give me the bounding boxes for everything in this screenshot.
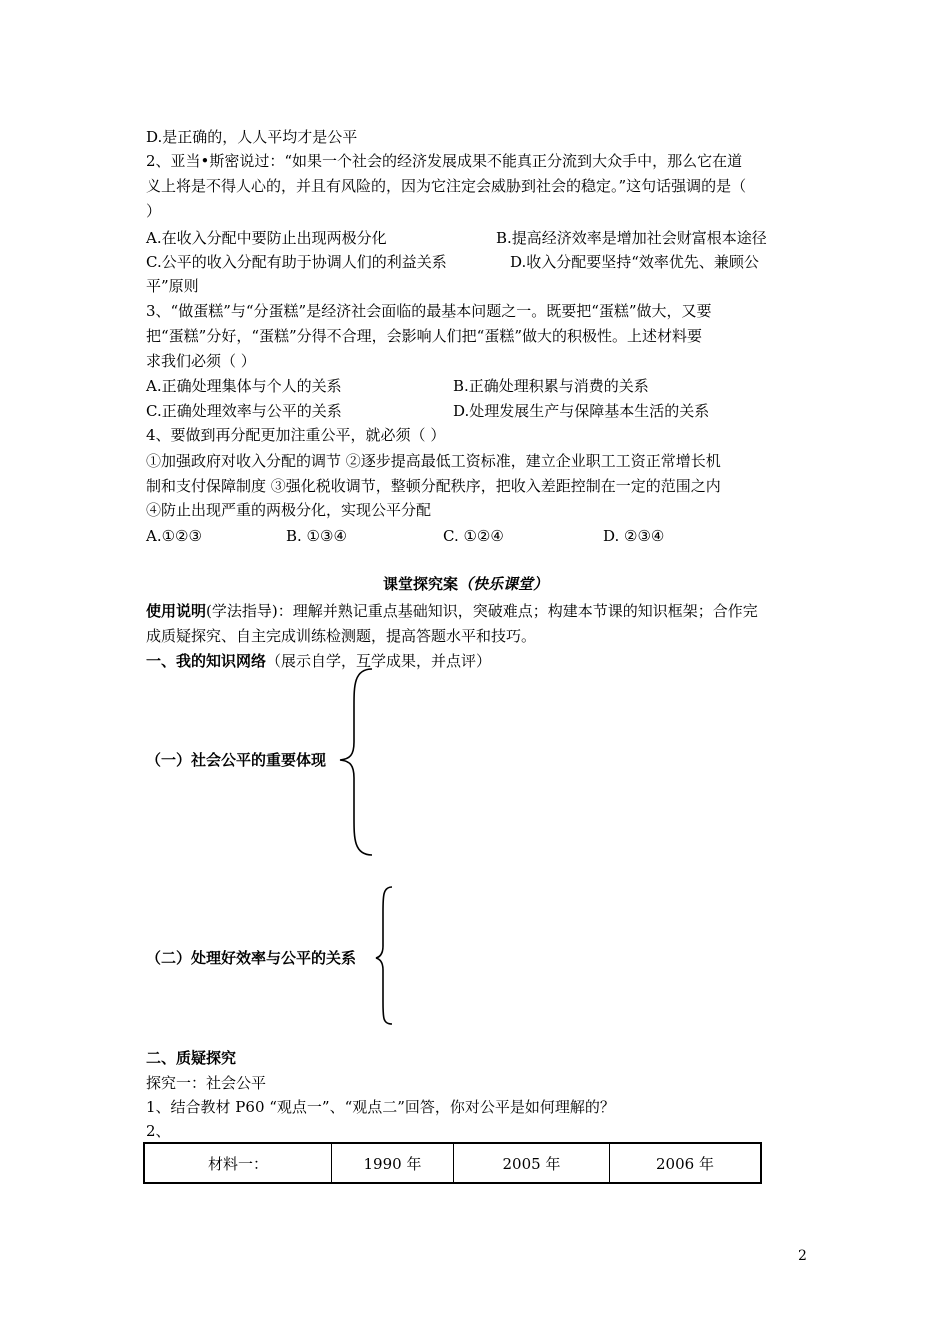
q2-option-d-line2: 平”原则 xyxy=(146,277,199,295)
q3-option-c: C.正确处理效率与公平的关系 xyxy=(146,402,342,420)
q4-items-line3: ④防止出现严重的两极分化，实现公平分配 xyxy=(146,501,432,519)
q2-option-d-line1: D.收入分配要坚持“效率优先、兼顾公 xyxy=(510,253,759,271)
q2-option-b: B.提高经济效率是增加社会财富根本途径 xyxy=(496,229,767,247)
q3-option-b: B.正确处理积累与消费的关系 xyxy=(453,377,649,395)
section-title-main: 课堂探究案 xyxy=(383,575,459,593)
q4-option-a: A.①②③ xyxy=(146,527,202,545)
table-header-cell: 材料一： xyxy=(144,1143,332,1183)
q2-stem-line1: 2、亚当•斯密说过：“如果一个社会的经济发展成果不能真正分流到大众手中，那么它在道 xyxy=(146,152,743,170)
part1-note: （展示自学，互学成果，并点评） xyxy=(266,652,492,670)
part2-title: 二、质疑探究 xyxy=(146,1049,237,1067)
q3-option-a: A.正确处理集体与个人的关系 xyxy=(146,377,342,395)
usage-label: 使用说明 xyxy=(146,602,207,620)
inquiry-1-title: 探究一：社会公平 xyxy=(146,1074,267,1092)
q4-items-line2: 制和支付保障制度 ③强化税收调节，整顿分配秩序，把收入差距控制在一定的范围之内 xyxy=(146,477,721,495)
q4-option-b: B. ①③④ xyxy=(286,527,347,545)
part1-title: 一、我的知识网络 xyxy=(146,652,267,670)
q2-stem-line2: 义上将是不得人心的，并且有风险的，因为它注定会威胁到社会的稳定。”这句话强调的是（ xyxy=(146,177,747,195)
table-row xyxy=(144,1143,761,1183)
q4-option-c: C. ①②④ xyxy=(443,527,504,545)
q3-stem-line3: 求我们必须（ ） xyxy=(146,352,256,370)
q2-option-c: C.公平的收入分配有助于协调人们的利益关系 xyxy=(146,253,447,271)
table-header-cell: 2006 年 xyxy=(610,1143,762,1183)
material-table xyxy=(143,1142,762,1184)
q1-option-d: D.是正确的，人人平均才是公平 xyxy=(146,128,358,146)
q2-option-a: A.在收入分配中要防止出现两极分化 xyxy=(146,229,387,247)
usage-line1 xyxy=(146,601,758,621)
usage-text-1: (学法指导)：理解并熟记重点基础知识，突破难点；构建本节课的知识框架；合作完 xyxy=(206,602,758,620)
page-number: 2 xyxy=(798,1248,807,1264)
q4-stem: 4、要做到再分配更加注重公平，就必须（ ） xyxy=(146,426,446,444)
q3-stem-line1: 3、“做蛋糕”与“分蛋糕”是经济社会面临的最基本问题之一。既要把“蛋糕”做大，又要 xyxy=(146,302,712,320)
section-title xyxy=(383,574,548,594)
section-title-italic: （快乐课堂） xyxy=(458,575,549,593)
q4-option-d: D. ②③④ xyxy=(603,527,665,545)
brace-1 xyxy=(328,666,378,861)
q2-stem-line3: ） xyxy=(146,202,162,220)
brace-2 xyxy=(372,884,402,1030)
q4-items-line1: ①加强政府对收入分配的调节 ②逐步提高最低工资标准，建立企业职工工资正常增长机 xyxy=(146,452,721,470)
inquiry-q2: 2、 xyxy=(146,1122,171,1140)
knowledge-node-2: （二）处理好效率与公平的关系 xyxy=(146,949,357,967)
q3-stem-line2: 把“蛋糕”分好，“蛋糕”分得不合理，会影响人们把“蛋糕”做大的积极性。上述材料要 xyxy=(146,327,703,345)
table-header-cell: 2005 年 xyxy=(454,1143,610,1183)
q3-option-d: D.处理发展生产与保障基本生活的关系 xyxy=(453,402,710,420)
knowledge-node-1: （一）社会公平的重要体现 xyxy=(146,751,327,769)
table-header-cell: 1990 年 xyxy=(332,1143,454,1183)
inquiry-q1: 1、结合教材 P60 “观点一”、“观点二”回答，你对公平是如何理解的？ xyxy=(146,1098,615,1116)
part1-heading xyxy=(146,651,491,671)
usage-line2: 成质疑探究、自主完成训练检测题，提高答题水平和技巧。 xyxy=(146,627,537,645)
